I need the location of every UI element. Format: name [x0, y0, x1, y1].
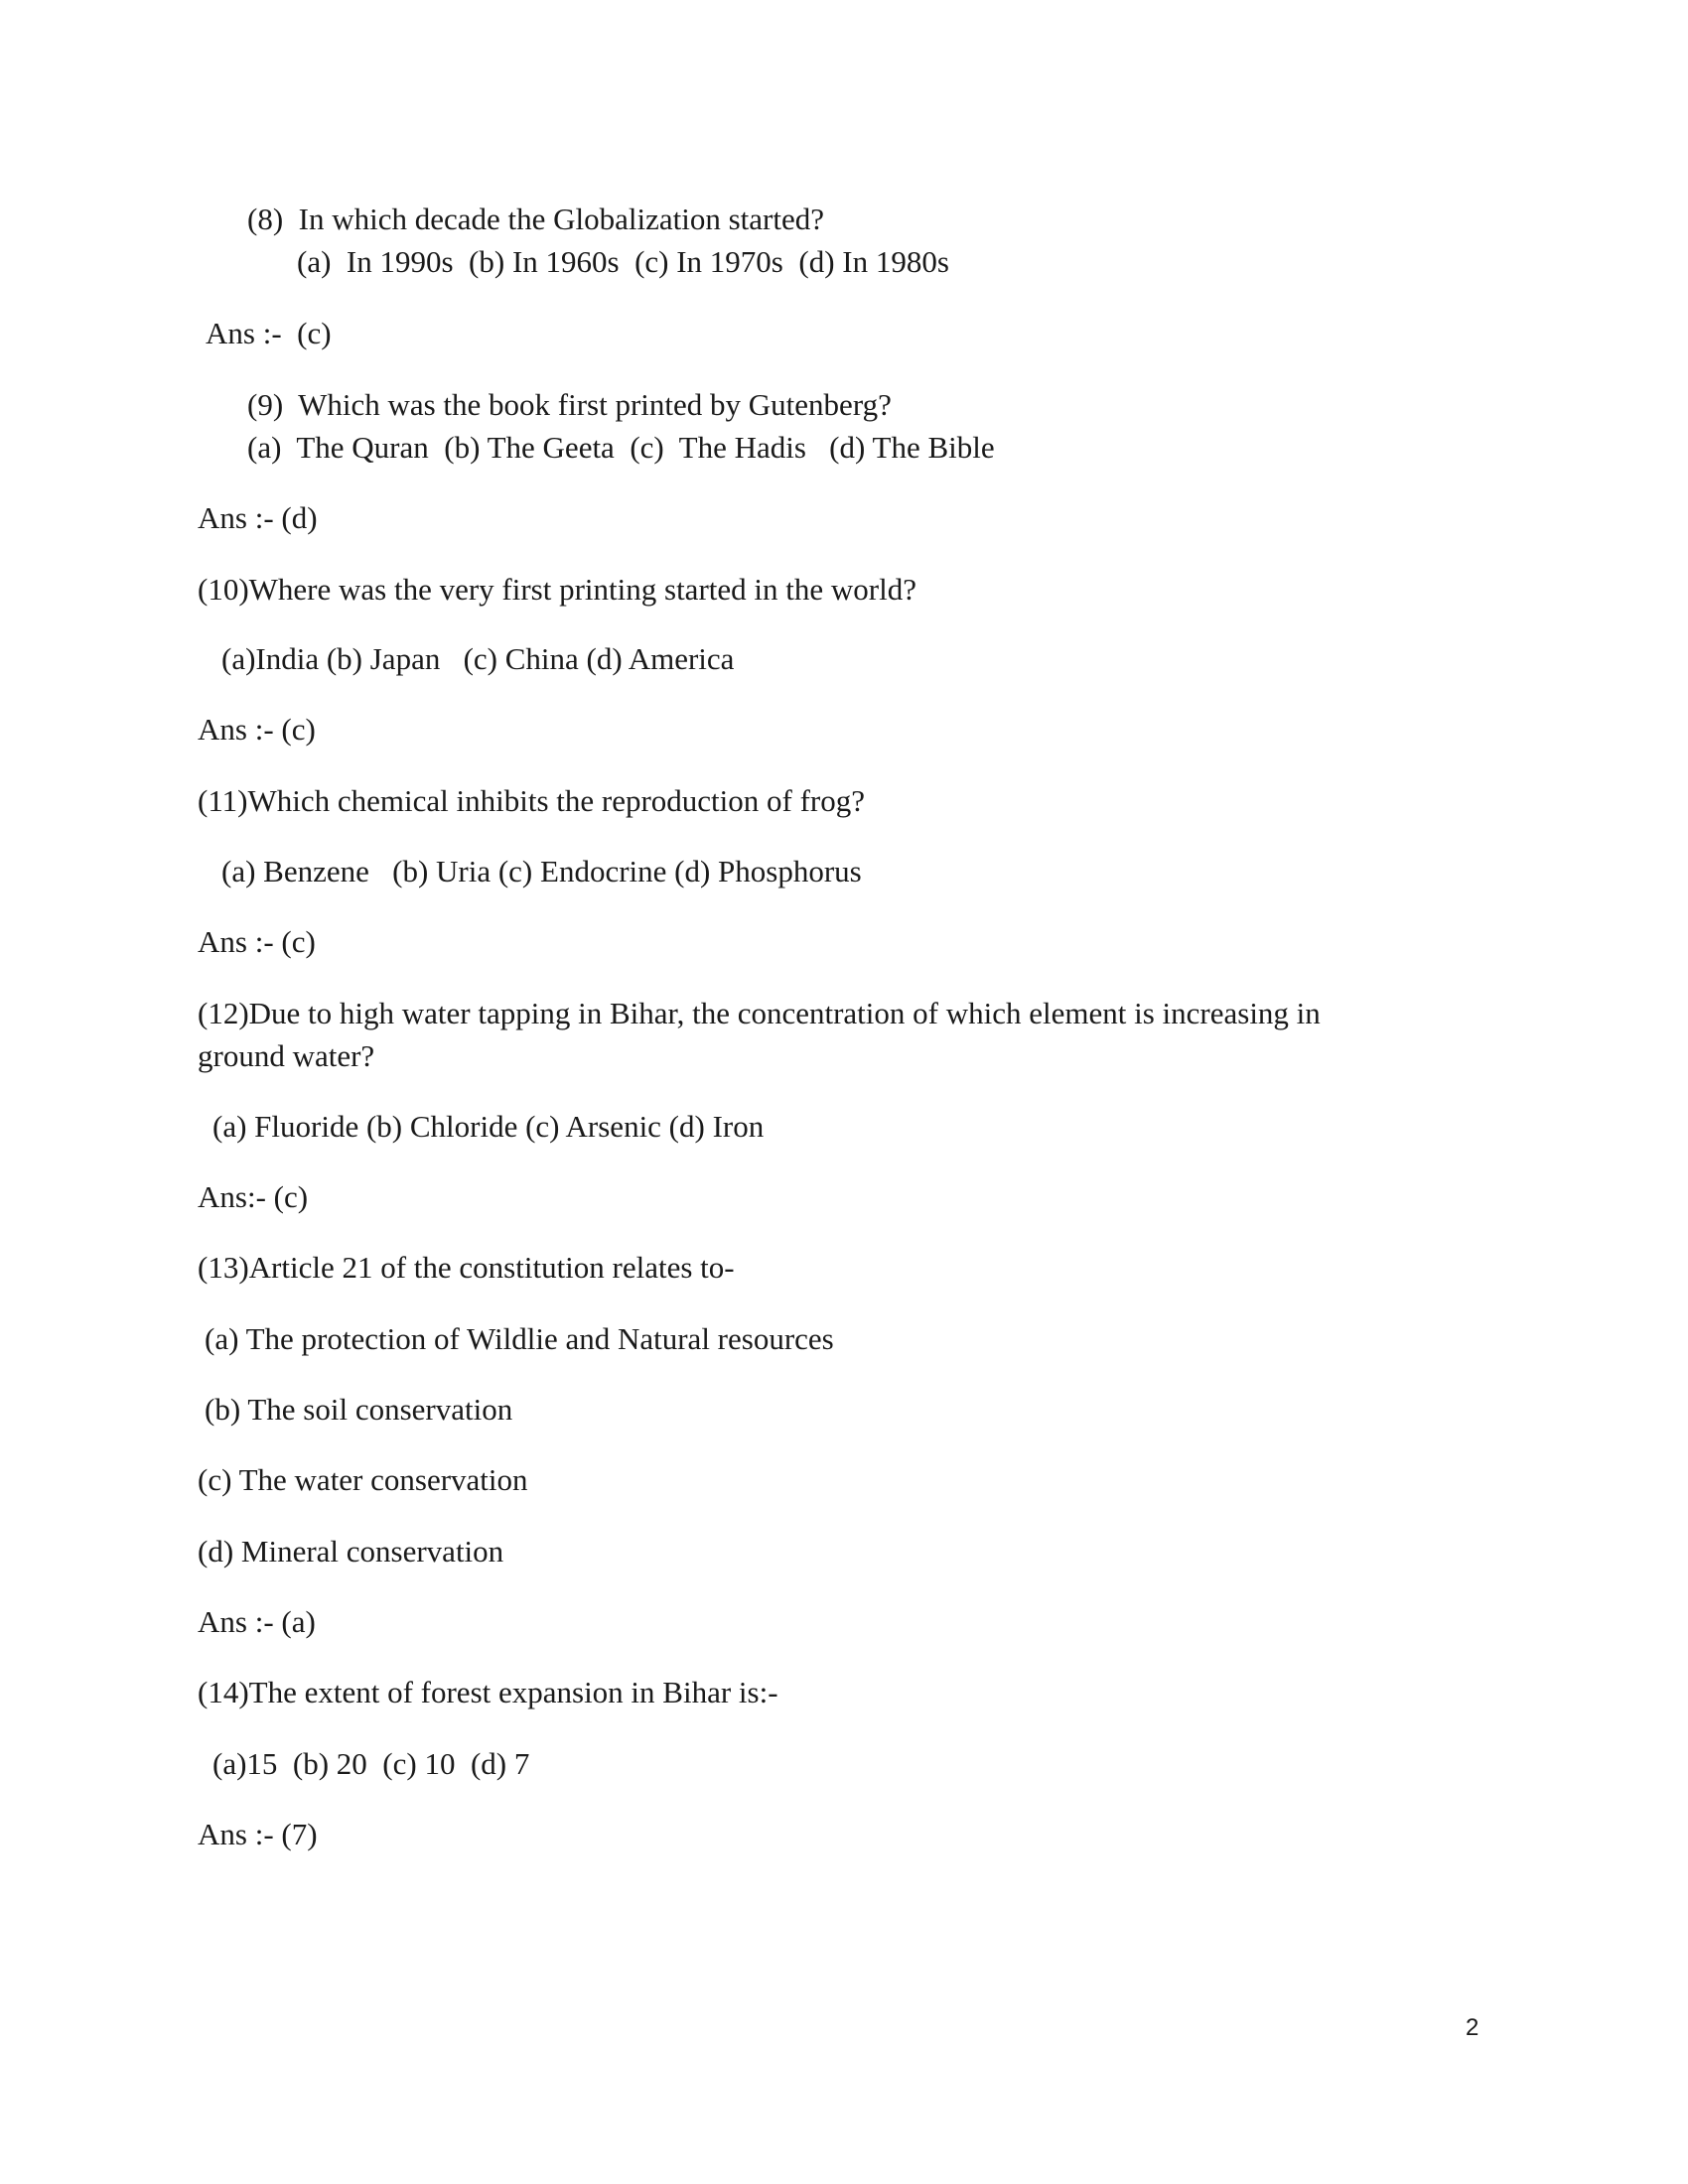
q12-question-line1: (12)Due to high water tapping in Bihar, the concentration of which element is increasing in	[198, 996, 1321, 1030]
q10-options: (a)India (b) Japan (c) China (d) America	[221, 641, 735, 676]
q11-answer: Ans :- (c)	[198, 924, 316, 959]
q12-answer: Ans:- (c)	[198, 1179, 309, 1214]
q11-options: (a) Benzene (b) Uria (c) Endocrine (d) Phosphorus	[221, 854, 862, 888]
q13-question: (13)Article 21 of the constitution relates to-	[198, 1250, 735, 1285]
q12-question-line2: ground water?	[198, 1038, 375, 1073]
q9-answer: Ans :- (d)	[198, 500, 318, 535]
q10-answer: Ans :- (c)	[198, 712, 316, 747]
q13-option-a: (a) The protection of Wildlie and Natural resources	[205, 1321, 834, 1356]
q13-answer: Ans :- (a)	[198, 1604, 316, 1639]
q8-question: (8) In which decade the Globalization started?	[247, 202, 825, 236]
q10-question: (10)Where was the very first printing started in the world?	[198, 572, 916, 607]
q13-option-c: (c) The water conservation	[198, 1462, 528, 1497]
page-number: 2	[1466, 2014, 1479, 2041]
q14-answer: Ans :- (7)	[198, 1817, 318, 1851]
q9-options: (a) The Quran (b) The Geeta (c) The Hadis (d) The Bible	[247, 430, 995, 465]
q11-question: (11)Which chemical inhibits the reproduction of frog?	[198, 783, 866, 818]
q9-question: (9) Which was the book first printed by Gutenberg?	[247, 387, 892, 422]
q8-answer: Ans :- (c)	[206, 316, 332, 350]
q12-options: (a) Fluoride (b) Chloride (c) Arsenic (d) Iron	[212, 1109, 765, 1144]
q8-options: (a) In 1990s (b) In 1960s (c) In 1970s (d) In 1980s	[297, 244, 949, 279]
q14-options: (a)15 (b) 20 (c) 10 (d) 7	[212, 1746, 530, 1781]
q14-question: (14)The extent of forest expansion in Bihar is:-	[198, 1675, 778, 1709]
q13-option-b: (b) The soil conservation	[205, 1392, 513, 1427]
q13-option-d: (d) Mineral conservation	[198, 1534, 504, 1569]
